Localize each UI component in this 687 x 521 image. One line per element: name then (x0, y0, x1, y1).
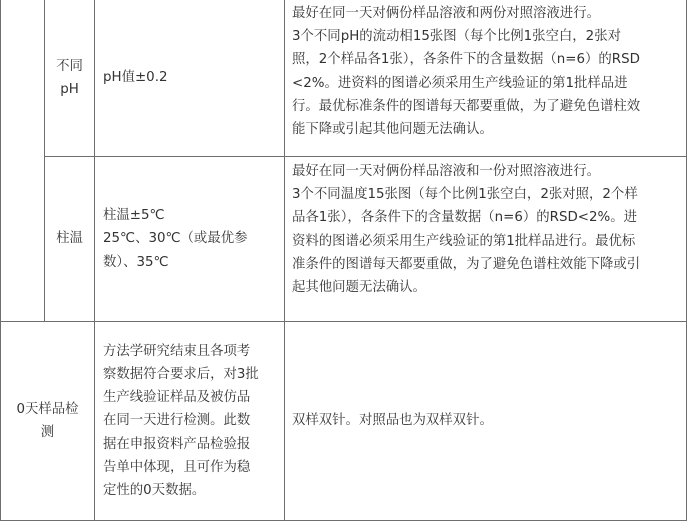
row-temp-note-cell (292, 160, 684, 320)
text-line: 0天样品检 (16, 401, 79, 417)
text-line: 告单中体现，且可作为稳 (103, 459, 251, 475)
text-line: 定性的0天数据。 (103, 483, 206, 498)
text-line: 最好在同一天对俩份样品溶液和一份对照溶液进行。 (292, 164, 600, 179)
text-line: 资料的图谱必须采用生产线验证的第1批样品进行。最优标 (292, 233, 636, 249)
row-day0-item-text (16, 398, 78, 444)
text-line: 不同 (56, 58, 83, 74)
row-day0-condition-text (103, 340, 259, 502)
text-line: 品各1张），各条件下的含量数据（n=6）的RSD<2%。进 (292, 210, 638, 226)
row-ph-item-text (56, 55, 83, 101)
text-line: 双样双针。对照品也为双样双针。 (292, 413, 493, 429)
text-line: pH (60, 82, 79, 97)
row-ph-condition-cell (103, 0, 283, 156)
text-line: 测 (40, 425, 55, 440)
row-ph-note-cell (292, 2, 684, 154)
text-line: 方法学研究结束且各项考 (103, 343, 251, 359)
text-line: 数）、35℃ (103, 254, 169, 270)
text-line: 3个不同温度15张图（每个比例1张空白，2张对照，2个样 (292, 187, 638, 203)
text-line: 3个不同pH的流动相15张图（每个比例1张空白，2张对 (292, 29, 621, 45)
text-line: 照，2个样品各1张），各条件下的含量数据（n=6）的RSD (292, 52, 640, 68)
row-day0-item-cell (1, 322, 94, 520)
text-line: 在同一天进行检测。此数 (103, 413, 251, 429)
text-line: 察数据符合要求后，对3批 (103, 366, 259, 382)
text-line: pH值±0.2 (103, 70, 168, 86)
row-day0-note-cell (292, 322, 684, 520)
text-line: 柱温±5℃ (103, 208, 165, 224)
text-line: 据在申报资料产品检验报 (103, 436, 251, 452)
text-line: 起其他问题无法确认。 (292, 280, 426, 296)
text-line: 最好在同一天对俩份样品溶液和两份对照溶液进行。 (292, 6, 600, 21)
row-temp-item-cell (45, 157, 94, 321)
text-line: <2%。进资料的图谱必须采用生产线验证的第1批样品进 (292, 75, 628, 91)
row-day0-condition-cell (103, 322, 283, 520)
row-temp-item-text (56, 227, 83, 250)
row-day0-note-text (292, 409, 493, 432)
text-line: 25℃、30℃（或最优参 (103, 231, 248, 247)
row-ph-condition-text (103, 66, 167, 89)
text-line: 生产线验证样品及被仿品 (103, 390, 251, 406)
text-line: 柱温 (56, 231, 83, 247)
text-line: 准条件的图谱每天都要重做，为了避免色谱柱效能下降或引 (292, 256, 641, 272)
row-temp-note-text (292, 160, 684, 299)
row-temp-condition-cell (103, 157, 283, 321)
text-line: 能下降或引起其他问题无法确认。 (292, 122, 493, 138)
row-ph-item-cell (45, 0, 94, 156)
text-line: 行。最优标准条件的图谱每天都要重做，为了避免色谱柱效 (292, 98, 641, 114)
row-temp-condition-text (103, 204, 248, 274)
row-ph-note-text (292, 2, 684, 141)
